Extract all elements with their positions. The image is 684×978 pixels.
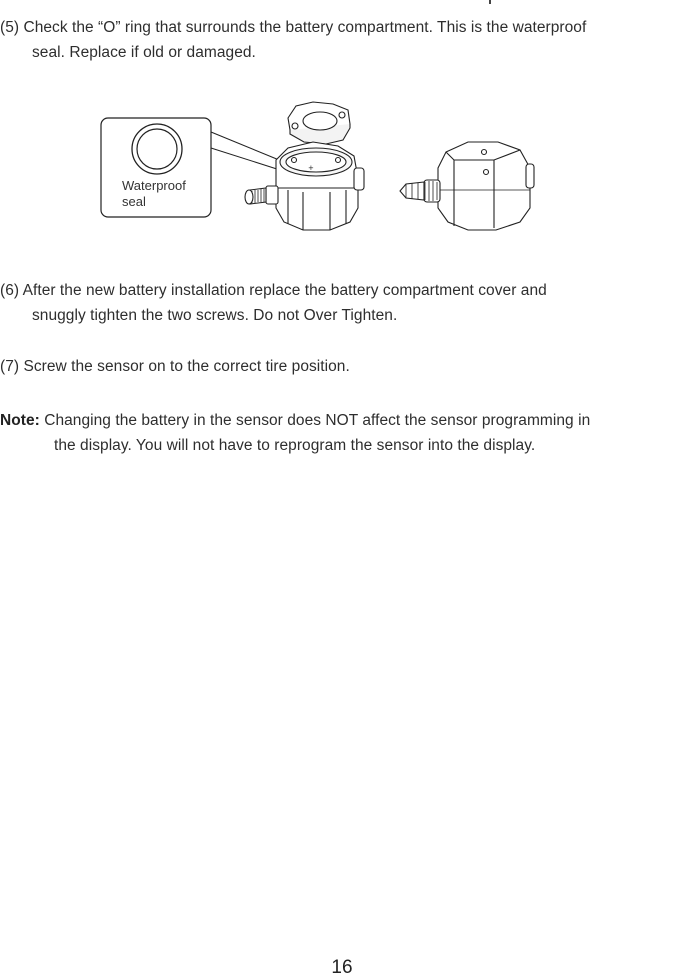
callout-caption-line-2: seal	[122, 194, 146, 209]
svg-text:+: +	[308, 164, 314, 172]
callout-caption-line-1: Waterproof	[122, 178, 186, 193]
sensor-battery-figure	[98, 98, 548, 238]
step-7-paragraph	[0, 354, 350, 379]
o-ring-magnified-icon	[132, 124, 182, 174]
leader-line-bottom	[211, 148, 280, 170]
leader-line-top	[211, 132, 284, 162]
battery-cover-icon	[288, 102, 350, 144]
open-sensor-body-icon	[245, 142, 364, 230]
step-6-line-2: snuggly tighten the two screws. Do not Over Tighten.	[32, 307, 398, 324]
step-6-paragraph	[0, 278, 547, 328]
note-line-1-text: Changing the battery in the sensor does NOT affect the sensor programming in	[39, 412, 591, 429]
top-edge-mark	[489, 0, 491, 4]
page-number: 16	[331, 957, 353, 978]
note-line-1	[0, 408, 590, 433]
closed-sensor-body-icon	[400, 142, 534, 230]
step-5-line-2: seal. Replace if old or damaged.	[32, 44, 256, 61]
step-6-line-1: (6) After the new battery installation replace the battery compartment cover and	[0, 282, 547, 299]
note-line-2: the display. You will not have to reprogram the sensor into the display.	[54, 437, 536, 454]
note-paragraph	[0, 408, 590, 458]
step-7-line-1: (7) Screw the sensor on to the correct tire position.	[0, 358, 350, 375]
step-5-paragraph	[0, 15, 586, 65]
step-5-line-1: (5) Check the “O” ring that surrounds the battery compartment. This is the waterproof	[0, 19, 587, 36]
note-label: Note:	[0, 412, 40, 429]
